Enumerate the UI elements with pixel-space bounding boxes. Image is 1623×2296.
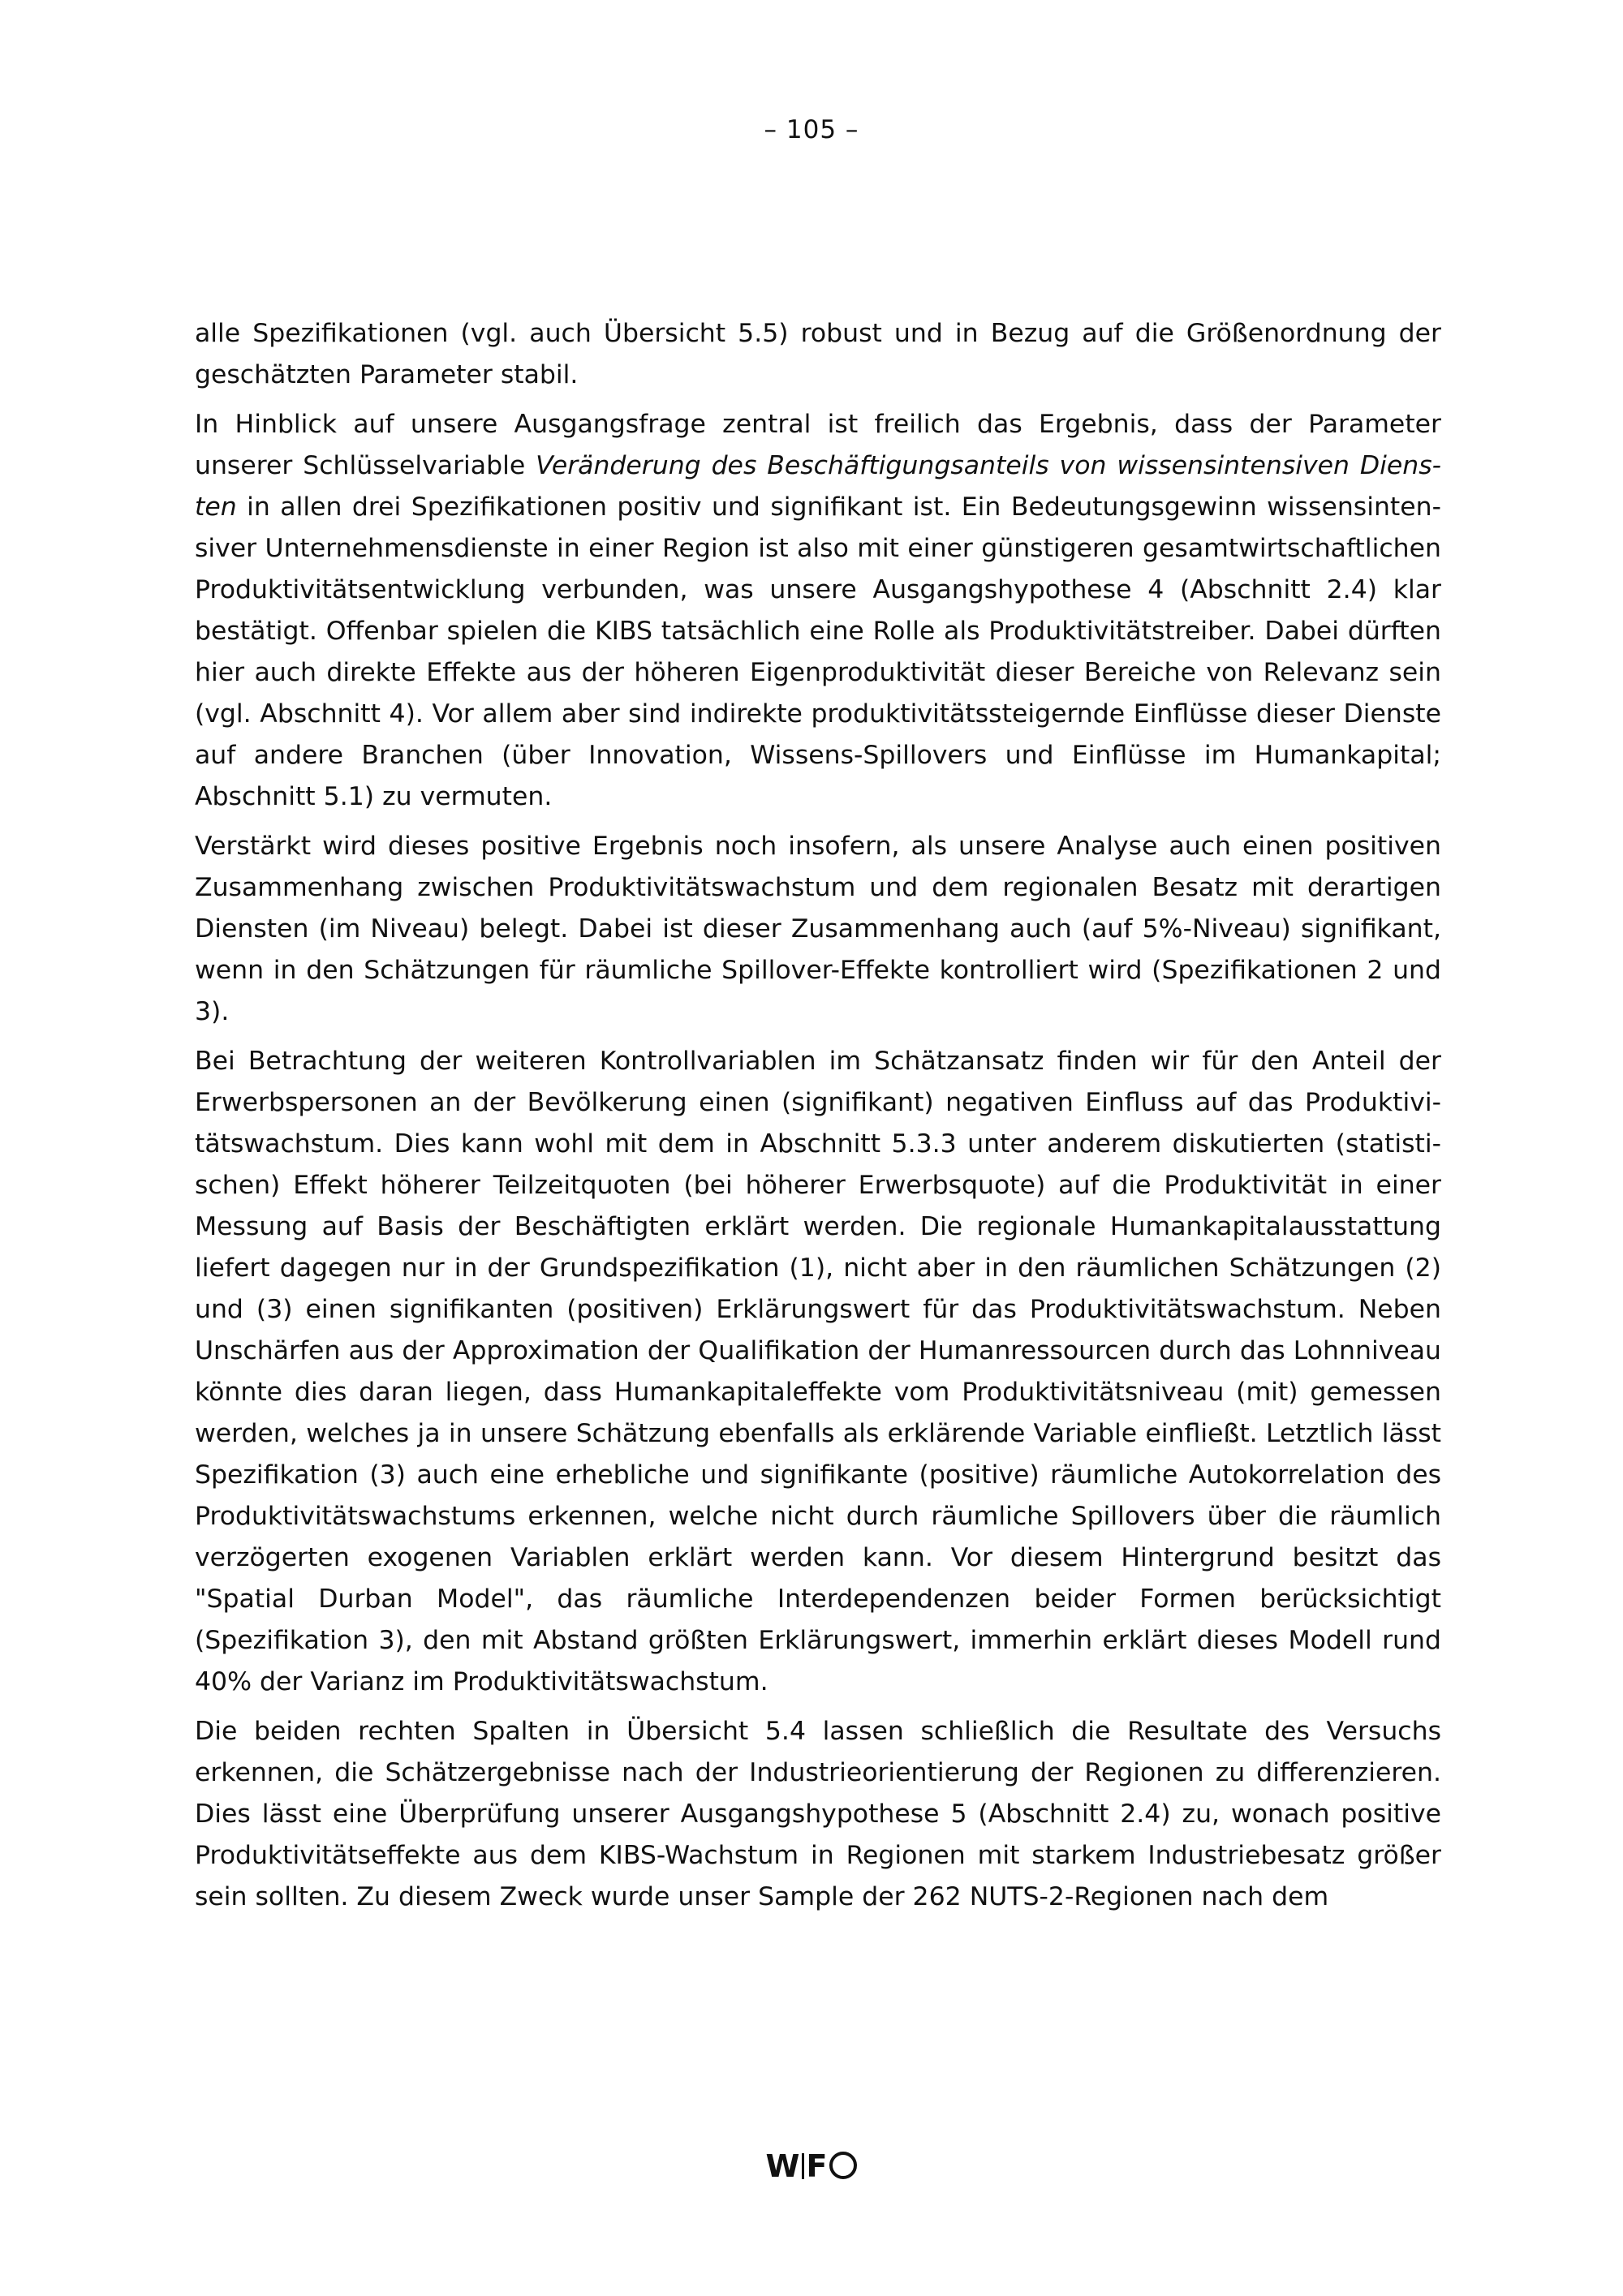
paragraph-2-text-start: In Hinblick auf unsere Ausgangsfrage zentral ist freilich das Ergebnis, dass der Parameter unserer Schlüsselvariable bbox=[195, 410, 1441, 480]
logo-ring-o bbox=[829, 2152, 857, 2179]
page-number: – 105 – bbox=[764, 115, 859, 144]
logo-letter-w: W bbox=[765, 2148, 801, 2184]
key-variable-italic: Veränderung des Beschäftigungsanteils von wissensintensiven Diensten bbox=[195, 451, 1441, 522]
logo-letter-f: F bbox=[806, 2148, 829, 2184]
paragraph-4: Bei Betrachtung der weiteren Kontrollvariablen im Schätzansatz finden wir für den Anteil der Erwerbspersonen an der Bevölkerung einen (signifikant) negativen Einfluss auf das Produktivitätswachstum. Dies kann wohl mit dem in Abschnitt 5.3.3 unter anderem diskutierten (statistischen) Effekt höherer Teilzeitquoten (bei höherer Erwerbsquote) auf die Produktivität in einer Messung auf Basis der Beschäftigten erklärt werden. Die regionale Humankapitalausstattung liefert dagegen nur in der Grundspezifikation (1), nicht aber in den räumlichen Schätzungen (2) und (3) einen signifikanten (positiven) Erklärungswert für das Produktivitätswachstum. Neben Unschärfen aus der Approximation der Qualifikation der Humanressourcen durch das Lohnniveau könnte dies daran liegen, dass Humankapitaleffekte vom Produktivitätsniveau (mit) gemessen werden, welches ja in unsere Schätzung ebenfalls als erklärende Variable einfließt. Letztlich lässt Spezifikation (3) auch eine erhebliche und signifikante (positive) räumliche Autokorrelation des Produktivitätswachstums erkennen, welche nicht durch räumliche Spillovers über die räumlich verzögerten exogenen Variablen erklärt werden kann. Vor diesem Hintergrund besitzt das "Spatial Durban Model", das räumliche Interdependenzen beider Formen berücksichtigt (Spezifikation 3), den mit Abstand größten Erklärungswert, immerhin erklärt dieses Modell rund 40% der Varianz im Produktivitätswachstum. bbox=[195, 1047, 1441, 1696]
logo-bar-i bbox=[802, 2153, 804, 2179]
wifo-logo bbox=[0, 2148, 1623, 2184]
paragraph-5: Die beiden rechten Spalten in Übersicht 5.4 lassen schließlich die Resultate des Versuchs erkennen, die Schätzergebnisse nach der Industrieorientierung der Regionen zu differenzieren. Dies lässt eine Überprüfung unserer Ausgangshypothese 5 (Abschnitt 2.4) zu, wonach positive Produktivitätseffekte aus dem KIBS-Wachstum in Regionen mit starkem Industriebesatz größer sein sollten. Zu diesem Zweck wurde unser Sample der 262 NUTS-2-Regionen nach dem bbox=[195, 1717, 1441, 1911]
paragraph-3: Verstärkt wird dieses positive Ergebnis noch insofern, als unsere Analyse auch einen positiven Zusammenhang zwischen Produktivitätswachstum und dem regionalen Besatz mit derartigen Diensten (im Niveau) belegt. Dabei ist dieser Zusammenhang auch (auf 5%-Niveau) signifikant, wenn in den Schätzungen für räumliche Spillover-Effekte kontrolliert wird (Spezifikationen 2 und 3). bbox=[195, 832, 1441, 1026]
paragraph-2 bbox=[195, 404, 1441, 818]
body-text bbox=[195, 313, 1441, 1926]
paragraph-2-text-end: in allen drei Spezifikationen positiv und signifikant ist. Ein Bedeutungsgewinn wissensintensiver Unternehmensdienste in einer Region ist also mit einer günstigeren gesamtwirtschaftlichen Produktivitätsentwicklung verbunden, was unsere Ausgangshypothese 4 (Abschnitt 2.4) klar bestätigt. Offenbar spielen die KIBS tatsächlich eine Rolle als Produktivitätstreiber. Dabei dürften hier auch direkte Effekte aus der höheren Eigenproduktivität dieser Bereiche von Relevanz sein (vgl. Abschnitt 4). Vor allem aber sind indirekte produktivitätssteigernde Einflüsse dieser Dienste auf andere Branchen (über Innovation, Wissens-Spillovers und Einflüsse im Humankapital; Abschnitt 5.1) zu vermuten. bbox=[195, 492, 1441, 811]
paragraph-1: alle Spezifikationen (vgl. auch Übersicht 5.5) robust und in Bezug auf die Größenordnung der geschätzten Parameter stabil. bbox=[195, 319, 1441, 389]
